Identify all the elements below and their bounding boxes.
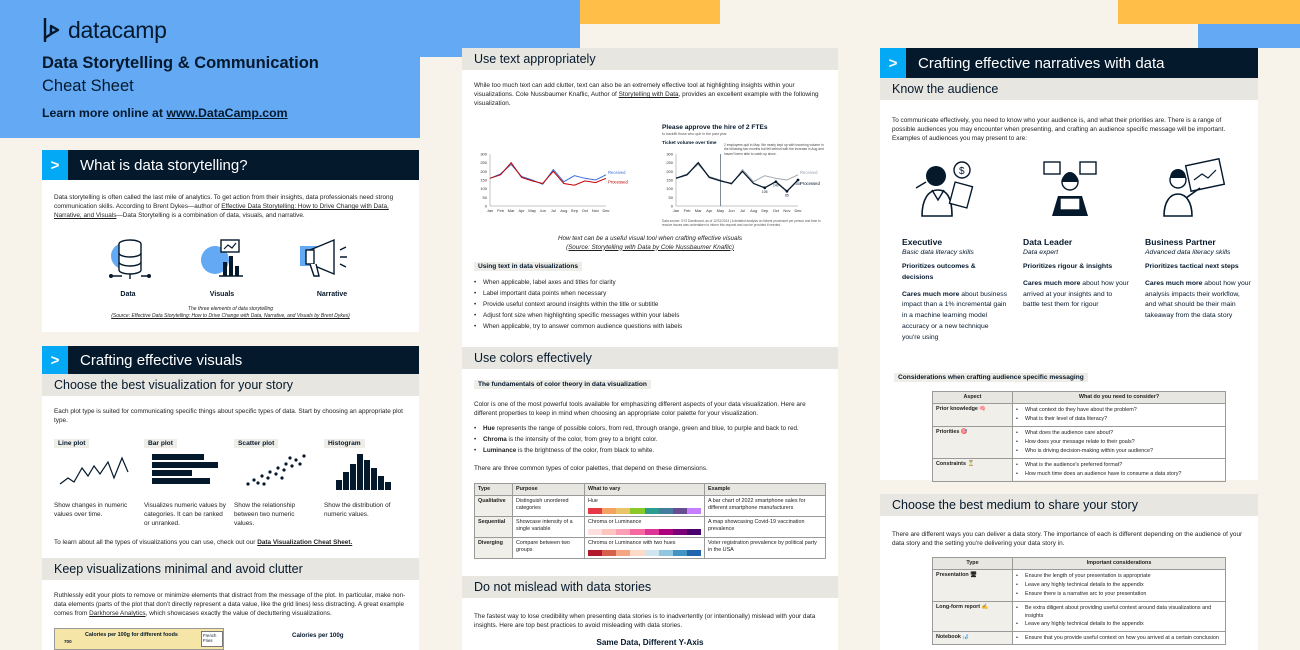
persona-cares — [1145, 279, 1253, 322]
persona-literacy: Basic data literacy skills — [902, 249, 974, 256]
legend-line-1: French — [203, 633, 217, 638]
cell-purpose: Compare between two groups — [513, 538, 585, 559]
bar-plot-thumbnail — [150, 452, 220, 488]
cell-items — [1013, 427, 1226, 459]
persona-business-partner — [1145, 237, 1253, 322]
sequential-palette — [588, 529, 701, 535]
business-partner-icon — [1162, 158, 1226, 218]
data-label: 85 — [785, 193, 789, 198]
y-tick-label: 250 — [480, 160, 487, 166]
learn-prefix: Learn more online at — [42, 106, 167, 120]
hue-def: represents the range of possible colors, from red, through orange, green and blue, to purple and back to red. — [494, 425, 799, 432]
swatch-7 — [673, 508, 687, 514]
chroma-term: Chroma — [483, 435, 507, 443]
persona-literacy: Data expert — [1023, 249, 1059, 256]
list-item: • Provide useful context around insights within the title or subtitle — [474, 300, 824, 311]
data-point — [763, 186, 766, 189]
cell-example: A bar chart of 2022 smartphone sales for different smartphone manufacturers — [705, 496, 826, 517]
list-item: • How much time does an audience have to consume a data story? — [1016, 470, 1222, 479]
y-tick-label: 200 — [666, 168, 673, 174]
data-label: 140 — [772, 183, 779, 188]
x-tick-label: Feb — [497, 208, 504, 213]
data-leader-icon — [1040, 158, 1102, 218]
list-item — [474, 435, 826, 446]
list-item: • When applicable, try to answer common audience questions with labels — [474, 322, 824, 333]
data-viz-cheat-sheet-link[interactable]: Data Visualization Cheat Sheet. — [257, 539, 353, 546]
y-tick-label: 50 — [668, 194, 673, 200]
swatch-5 — [645, 550, 659, 556]
persona-priority: Prioritizes rigour & insights — [1023, 263, 1113, 270]
narrative-label: Narrative — [316, 291, 348, 298]
dykes-book-link[interactable]: Effective Data Storytelling: How to Drive Change with Data, Narrative, and Visuals — [54, 203, 389, 220]
cell-items — [1013, 602, 1226, 632]
palette-intro: There are three common types of color palettes, that depend on these dimensions. — [474, 465, 708, 472]
list-item: • Be extra diligent about providing useful context around data visualizations and insights — [1016, 604, 1222, 620]
y-tick-label: 300 — [480, 151, 487, 157]
swatch-3 — [616, 508, 630, 514]
cell-purpose: Showcase intensity of a single variable — [513, 517, 585, 538]
cares-text: about business impact than a 1% incremental gain in a machine learning model accuracy or a new technique you're using — [902, 290, 1008, 341]
swatch-2 — [602, 550, 616, 556]
persona-name: Business Partner — [1145, 237, 1216, 247]
elements-caption — [42, 306, 419, 320]
plot-name: Bar plot — [144, 439, 177, 448]
swatch-1 — [588, 550, 602, 556]
swatch-7 — [673, 550, 687, 556]
y-tick-label: 50 — [482, 194, 487, 200]
deco-blue-block-right — [1198, 24, 1300, 48]
database-icon — [104, 236, 152, 282]
plot-type-bar — [144, 432, 228, 450]
luminance-def: is the brightness of the color, from black to white. — [516, 446, 655, 454]
color-bullets — [474, 424, 826, 457]
clutter-text-b: , which showcases exactly the value of decluttering visualizations. — [145, 610, 332, 618]
histogram-desc: Show the distribution of numeric values. — [324, 502, 391, 519]
caption-line-1: The three elements of data storytelling — [187, 306, 274, 312]
y-tick-label: 100 — [480, 186, 487, 192]
swatch-6 — [659, 550, 673, 556]
series-label: Received — [800, 169, 818, 175]
cell-type: Long-form report ✍ — [933, 602, 1013, 632]
deco-yellow-block — [580, 0, 720, 24]
data-label: Data — [120, 291, 136, 298]
table-row — [933, 427, 1226, 459]
histogram-thumbnail — [334, 450, 396, 490]
plot-name: Scatter plot — [234, 439, 278, 448]
swatch-7 — [673, 529, 687, 535]
cell-vary — [585, 538, 705, 559]
list-item: • Ensure there is a narrative arc to your presentation — [1016, 590, 1222, 599]
more-text: To learn about all the types of visualizations you can use, check out our — [54, 539, 258, 546]
y-tick-label: 150 — [480, 177, 487, 183]
x-tick-label: Dec — [602, 208, 610, 213]
qualitative-palette — [588, 508, 701, 514]
logo-text: datacamp — [68, 16, 167, 43]
before-line-chart — [474, 148, 634, 218]
x-tick-label: Apr — [518, 208, 525, 213]
table-row — [933, 570, 1226, 602]
cell-vary — [585, 517, 705, 538]
subhead-considerations: Considerations when crafting audience specific messaging — [894, 373, 1088, 382]
section-header-what-is — [42, 150, 419, 180]
subsection-use-text: Use text appropriately — [462, 48, 838, 70]
data-label: 105 — [761, 189, 768, 194]
considerations-table — [932, 391, 1226, 482]
after-chart-subtitle: to backfill those who quit in the past year — [662, 132, 727, 136]
visuals-label: Visuals — [209, 291, 235, 298]
y-tick-label: 150 — [666, 177, 673, 183]
swatch-4 — [630, 508, 644, 514]
list-item: • What does the audience care about? — [1016, 429, 1222, 438]
series-label: Processed — [800, 181, 820, 186]
swatch-3 — [616, 550, 630, 556]
vary-text: Chroma or Luminance with two hues — [588, 540, 676, 546]
swatch-6 — [659, 529, 673, 535]
col-purpose: Purpose — [513, 484, 585, 496]
diverging-palette — [588, 550, 701, 556]
persona-literacy: Advanced data literacy skills — [1145, 249, 1231, 256]
list-item: • What is their level of data literacy? — [1016, 415, 1222, 424]
table-row — [933, 632, 1226, 645]
table-row — [475, 496, 826, 517]
swatch-5 — [645, 529, 659, 535]
text-intro-b: , provides an excellent example with the following visualization. — [474, 91, 819, 108]
x-tick-label: Jan — [486, 208, 494, 213]
medium-table — [932, 557, 1226, 645]
darkhorse-link[interactable]: Darkhorse Analytics — [89, 610, 146, 618]
chart-icon — [197, 236, 247, 282]
x-tick-label: Jan — [672, 208, 680, 213]
storytelling-with-data-link[interactable]: Storytelling with Data — [618, 91, 679, 99]
list-item: • How does your message relate to their goals? — [1016, 438, 1222, 447]
swatch-5 — [645, 508, 659, 514]
swatch-8 — [687, 550, 701, 556]
x-tick-label: Oct — [581, 208, 589, 213]
mislead-subtitle: Same Data, Different Y-Axis — [596, 638, 704, 647]
after-chart-note: 2 employees quit in May. We nearly kept up with incoming volume in the following two months but fell behind with the increase in Aug and haven't been able to catch up since. — [724, 143, 824, 156]
data-label: 150 — [795, 182, 801, 186]
y-tick-label: 0 — [670, 203, 673, 209]
persona-priority: Prioritizes tactical next steps — [1145, 263, 1239, 270]
swatch-2 — [602, 508, 616, 514]
scatter-plot-thumbnail — [242, 450, 312, 490]
cell-vary — [585, 496, 705, 517]
x-tick-label: Aug — [560, 208, 568, 213]
swatch-4 — [630, 550, 644, 556]
swatch-8 — [687, 508, 701, 514]
chevron-right-icon: > — [42, 346, 68, 374]
list-item: • Label important data points when necessary — [474, 289, 824, 300]
text-caption-source-link[interactable]: (Source: Storytelling with Data by Cole Nussbaumer Knaflic) — [566, 243, 734, 251]
megaphone-icon — [298, 236, 350, 282]
cell-example: A map showcasing Covid-19 vaccination prevalence — [705, 517, 826, 538]
subsection-choose-visualization: Choose the best visualization for your story — [42, 374, 419, 396]
cell-items — [1013, 404, 1226, 427]
table-row — [933, 404, 1226, 427]
text-bullets — [474, 278, 824, 333]
intro-text-b: —Data Storytelling is a combination of data, visuals, and narrative. — [116, 212, 305, 220]
section-title: Crafting effective narratives with data — [918, 54, 1165, 72]
chroma-def: is the intensity of the color, from grey to a bright color. — [506, 435, 658, 443]
persona-executive — [902, 237, 1008, 344]
swatch-1 — [588, 508, 602, 514]
section-header-narratives — [880, 48, 1258, 78]
data-point — [797, 179, 800, 182]
card-middle — [462, 48, 838, 650]
y-tick-label: 300 — [666, 151, 673, 157]
plot-name: Line plot — [54, 439, 89, 448]
palette-table — [474, 483, 826, 559]
series-line-processed — [490, 163, 606, 186]
cell-type: Qualitative — [475, 496, 513, 517]
scatter-plot-desc: Show the relationship between two numeric values. — [234, 502, 296, 528]
x-tick-label: Aug — [750, 208, 758, 213]
subhead-color-theory: The fundamentals of color theory in data visualization — [474, 380, 651, 389]
x-tick-label: Mar — [694, 208, 702, 213]
y-tick-label: 100 — [666, 186, 673, 192]
swatch-8 — [687, 529, 701, 535]
cares-lead: Cares much more — [902, 290, 960, 298]
list-item: • When applicable, label axes and titles for clarity — [474, 278, 824, 289]
col-vary: What to vary — [585, 484, 705, 496]
x-tick-label: Nov — [783, 208, 791, 213]
storytelling-intro — [54, 193, 406, 221]
persona-cares — [1023, 279, 1129, 311]
subsection-best-medium: Choose the best medium to share your story — [880, 494, 1258, 516]
card-what-is-storytelling — [42, 150, 419, 332]
chevron-right-icon: > — [880, 48, 906, 78]
after-chart-label: Ticket volume over time — [662, 141, 717, 146]
subsection-minimal-clutter: Keep visualizations minimal and avoid clutter — [42, 558, 419, 580]
x-tick-label: Apr — [706, 208, 713, 213]
text-intro — [474, 81, 824, 109]
list-item — [474, 446, 826, 457]
learn-link[interactable]: www.DataCamp.com — [166, 106, 288, 120]
cluttered-chart-y: 700 — [64, 639, 72, 644]
series-label: Received — [608, 169, 626, 175]
cell-type: Presentation 🖥 — [933, 570, 1013, 602]
header-title: Data Storytelling & Communication — [42, 54, 319, 72]
legend-line-2: Fries — [203, 638, 213, 643]
cell-aspect: Priorities 🎯 — [933, 427, 1013, 459]
plot-type-line — [54, 432, 138, 450]
col-aspect: Aspect — [933, 392, 1013, 404]
clutter-text-a: Ruthlessly edit your plots to remove or minimize elements that distract from the message of the plot. In particular, make non-data elements (parts of the plot that don't directly represent a data value, like the grid lines) less distracting. A great example comes from — [54, 592, 406, 618]
data-point — [786, 190, 789, 193]
caption-source-link[interactable]: (Source: Effective Data Storytelling: How to Drive Change with Data, Narrative, and Visuals by Brent Dykes) — [111, 313, 350, 319]
cares-lead: Cares much more — [1023, 279, 1081, 287]
col-type: Type — [475, 484, 513, 496]
list-item: • Leave any highly technical details to the appendix — [1016, 581, 1222, 590]
x-tick-label: Jul — [550, 208, 556, 213]
x-tick-label: Sep — [570, 208, 578, 213]
list-item: • Adjust font size when highlighting specific messages within your labels — [474, 311, 824, 322]
x-tick-label: Sep — [761, 208, 769, 213]
line-plot-thumbnail — [58, 454, 130, 488]
cluttered-chart — [54, 628, 224, 650]
persona-priority: Prioritizes outcomes & decisions — [902, 263, 976, 281]
cell-items — [1013, 570, 1226, 602]
after-chart-footnote: Data source: XYZ Dashboard, as of 12/31/2014 | A detailed analysis on tickets processed per person and time to resolve issues was undertaken to inform this request and can be provided if needed. — [662, 219, 821, 228]
cares-lead: Cares much more — [1145, 279, 1203, 287]
cell-type: Sequential — [475, 517, 513, 538]
swatch-1 — [588, 529, 602, 535]
col-consider: What do you need to consider? — [1013, 392, 1226, 404]
list-item: • What is the audience's preferred format? — [1016, 461, 1222, 470]
header-subtitle: Cheat Sheet — [42, 77, 134, 95]
section-title: Crafting effective visuals — [80, 351, 243, 369]
cell-items — [1013, 632, 1226, 645]
header — [0, 0, 420, 138]
text-caption-1: How text can be a useful visual tool when crafting effective visuals — [557, 235, 743, 242]
learn-more — [42, 106, 288, 120]
cell-type: Diverging — [475, 538, 513, 559]
decluttered-chart-title: Calories per 100g — [292, 632, 344, 639]
luminance-term: Luminance — [483, 446, 517, 454]
audience-intro: To communicate effectively, you need to know who your audience is, and what their priorities are. There is a range of possible audiences you may encounter when presenting, and crafting an audience specific message will be important. Examples of audiences you may present to are: — [892, 117, 1226, 143]
swatch-2 — [602, 529, 616, 535]
x-tick-label: Oct — [772, 208, 779, 213]
datacamp-logo-icon — [42, 16, 64, 44]
executive-icon — [914, 158, 976, 218]
list-item: • Leave any highly technical details to the appendix — [1016, 620, 1222, 629]
series-line-processed — [676, 163, 798, 192]
after-chart-title: Please approve the hire of 2 FTEs — [662, 124, 768, 131]
x-tick-label: May — [716, 208, 725, 213]
persona-cares — [902, 290, 1008, 344]
table-row — [933, 459, 1226, 482]
x-tick-label: Jun — [728, 208, 735, 213]
list-item: • Ensure that you provide useful context on how you arrived at a certain conclusion — [1016, 634, 1222, 642]
vary-text: Chroma or Luminance — [588, 519, 642, 525]
list-item — [474, 424, 826, 435]
text-intro-a: While too much text can add clutter, text can also be an extremely effective tool at highlighting insights within your visualizations. Cole Nussbaumer Knaflic, Author of — [474, 82, 795, 99]
col-type: Type — [933, 558, 1013, 570]
subsection-do-not-mislead: Do not mislead with data stories — [462, 576, 838, 598]
col-considerations: Important considerations — [1013, 558, 1226, 570]
more-visualizations — [54, 538, 406, 547]
data-point — [774, 180, 777, 183]
text-chart-caption — [462, 235, 838, 252]
hue-term: Hue — [483, 425, 495, 432]
subsection-know-audience: Know the audience — [880, 78, 1258, 100]
mislead-text: The fastest way to lose credibility when presenting data stories is to inadvertently (or intentionally) mislead with your data insights. Here are top best practices to avoid misleading with data stories. — [474, 613, 816, 630]
list-item: • Who is driving decision-making within your audience? — [1016, 447, 1222, 456]
y-tick-label: 250 — [666, 160, 673, 166]
subhead-using-text: Using text in data visualizations — [474, 262, 582, 271]
table-row — [933, 602, 1226, 632]
chevron-right-icon: > — [42, 150, 68, 180]
persona-name: Executive — [902, 237, 943, 247]
swatch-6 — [659, 508, 673, 514]
swatch-4 — [630, 529, 644, 535]
x-tick-label: Mar — [507, 208, 515, 213]
swatch-3 — [616, 529, 630, 535]
cell-example: Voter registration prevalence by political party in the USA — [705, 538, 826, 559]
bar-plot-desc: Visualizes numeric values by categories. It can be ranked or unranked. — [144, 502, 226, 528]
cares-text: about how your analysis impacts their workflow, and what should be their main takeaway from the data story — [1145, 279, 1251, 320]
x-tick-label: Dec — [794, 208, 802, 213]
series-label: Processed — [608, 179, 628, 185]
card-narratives — [880, 48, 1258, 480]
plot-intro: Each plot type is suited for communicating specific things about specific types of data. Start by choosing an appropriate plot type. — [54, 408, 403, 425]
list-item: • Ensure the length of your presentation is appropriate — [1016, 572, 1222, 581]
persona-data-leader — [1023, 237, 1129, 311]
x-tick-label: Jul — [739, 208, 746, 213]
cell-aspect: Constraints ⏳ — [933, 459, 1013, 482]
table-row — [475, 517, 826, 538]
plot-type-scatter — [234, 432, 318, 450]
cluttered-chart-title: Calories per 100g for different foods — [85, 632, 178, 638]
x-tick-label: Jun — [539, 208, 546, 213]
section-header-visuals — [42, 346, 419, 374]
medium-intro: There are different ways you can deliver a data story. The importance of each is different depending on the audience of your data story and the setting you're delivering your data story in. — [892, 531, 1243, 548]
deco-yellow-block-right — [1118, 0, 1300, 24]
cell-purpose: Distinguish unordered categories — [513, 496, 585, 517]
card-medium — [880, 494, 1258, 650]
cell-aspect: Prior knowledge 🧠 — [933, 404, 1013, 427]
cares-text: about how your arrived at your insights and to battle test them for rigour — [1023, 279, 1129, 309]
x-tick-label: Nov — [591, 208, 600, 213]
col-example: Example — [705, 484, 826, 496]
x-tick-label: Feb — [683, 208, 691, 213]
card-effective-visuals — [42, 346, 419, 650]
clutter-text — [54, 591, 406, 619]
x-tick-label: May — [528, 208, 536, 213]
cell-items — [1013, 459, 1226, 482]
intro-text-a: Data storytelling is often called the last mile of analytics. To get action from their insights, data professionals need strong communication skills. According to Brent Dykes—author of — [54, 194, 394, 211]
vary-text: Hue — [588, 498, 598, 504]
persona-name: Data Leader — [1023, 237, 1073, 247]
plot-name: Histogram — [324, 439, 365, 448]
list-item: • What context do they have about the problem? — [1016, 406, 1222, 415]
after-line-chart — [660, 148, 826, 218]
table-row — [475, 538, 826, 559]
cell-type: Notebook 📊 — [933, 632, 1013, 645]
plot-type-histogram — [324, 432, 408, 450]
logo[interactable] — [42, 16, 167, 44]
y-tick-label: 0 — [484, 203, 487, 209]
svg-text:$: $ — [959, 166, 965, 177]
line-plot-desc: Show changes in numeric values over time. — [54, 502, 128, 519]
color-intro: Color is one of the most powerful tools available for emphasizing different aspects of your data visualization. Here are different properties to keep in mind when choosing an appropriate color palette for your visualization. — [474, 401, 806, 418]
cluttered-chart-legend — [201, 631, 223, 647]
y-tick-label: 200 — [480, 168, 487, 174]
subsection-use-colors: Use colors effectively — [462, 347, 838, 369]
section-title: What is data storytelling? — [80, 156, 248, 174]
